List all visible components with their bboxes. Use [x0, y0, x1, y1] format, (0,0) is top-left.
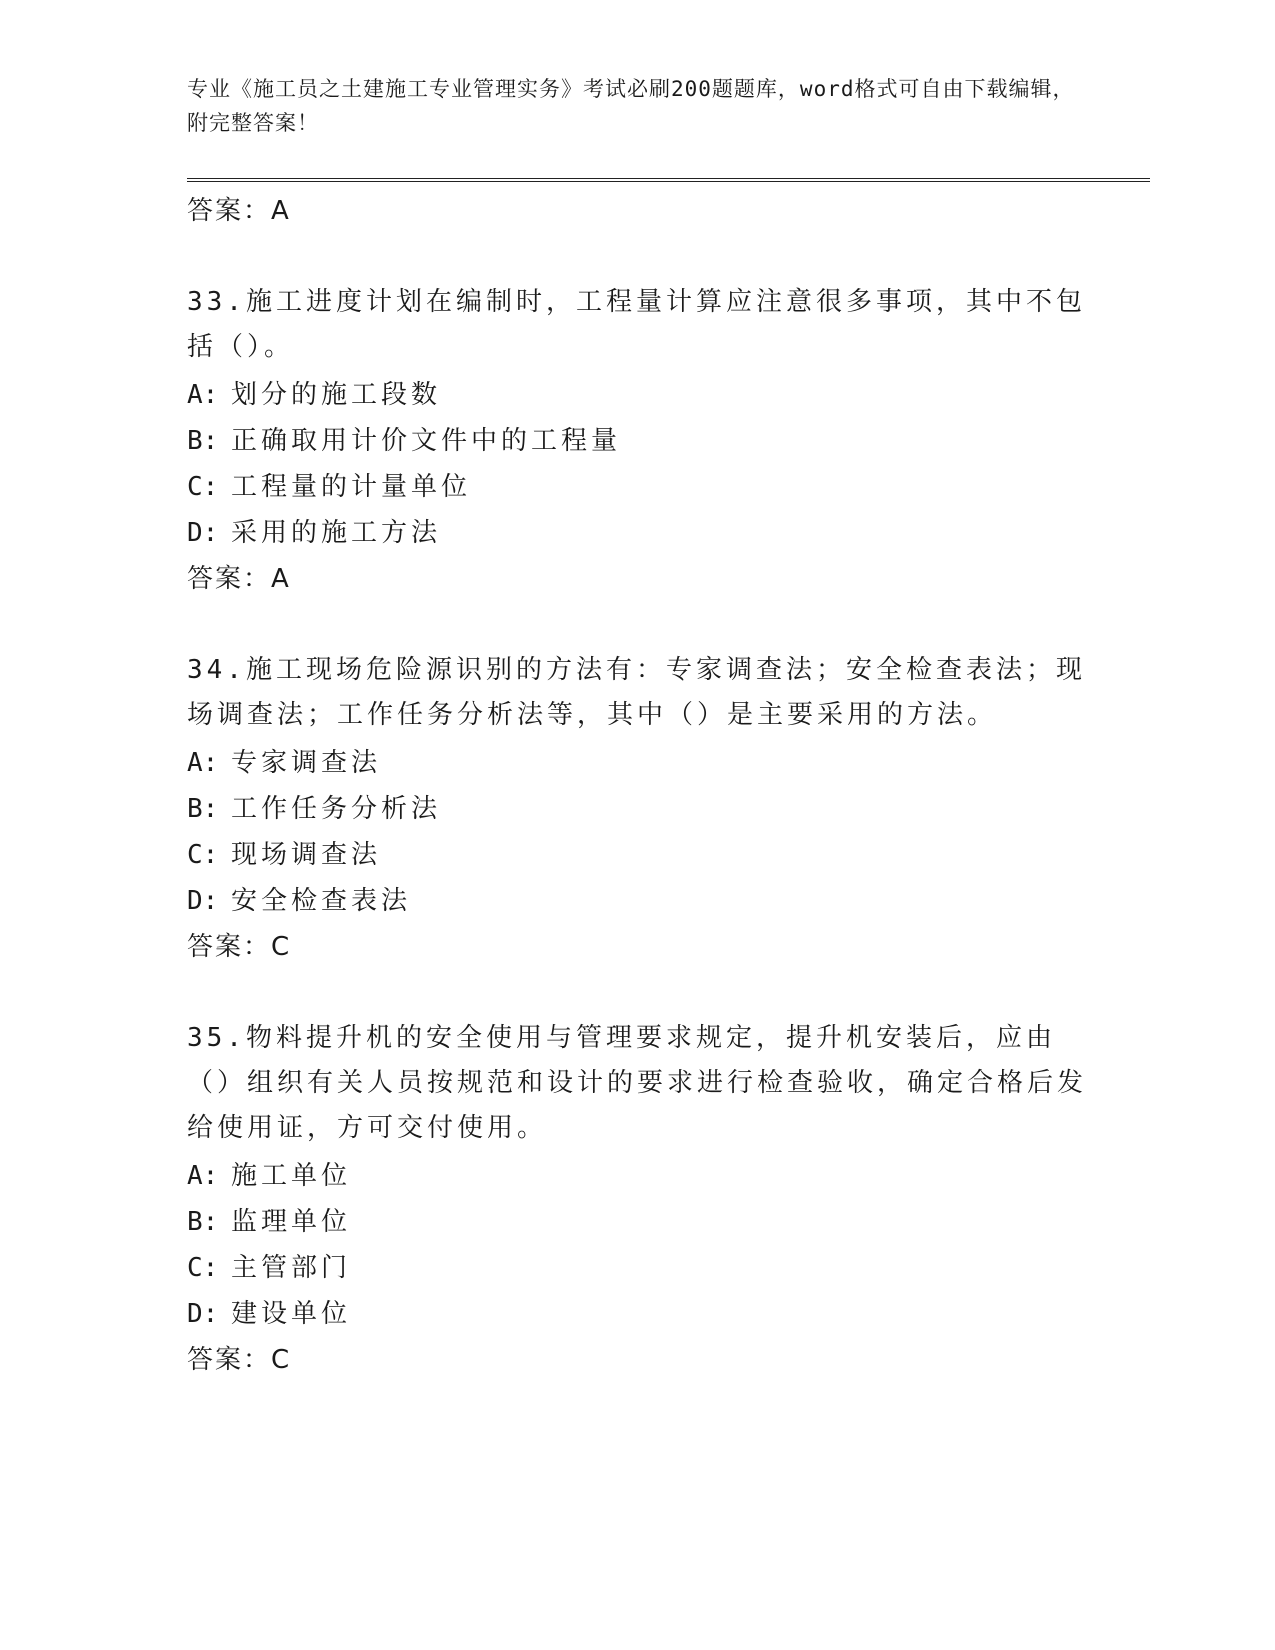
question-block-33: [187, 278, 1087, 602]
question-block-35: [187, 1014, 1087, 1383]
option-d: [187, 878, 1087, 924]
spacer: [187, 234, 1087, 278]
option-b: [187, 418, 1087, 464]
question-text: 35.物料提升机的安全使用与管理要求规定，提升机安装后，应由（）组织有关人员按规范和设计的要求进行检查验收，确定合格后发给使用证，方可交付使用。: [187, 1023, 1088, 1143]
option-b: [187, 1199, 1087, 1245]
option-text: 安全检查表法: [231, 886, 412, 916]
option-text: 正确取用计价文件中的工程量: [231, 426, 622, 456]
option-letter: C:: [187, 840, 219, 870]
question-text: 34.施工现场危险源识别的方法有：专家调查法；安全检查表法；现场调查法；工作任务分析法等，其中（）是主要采用的方法。: [187, 655, 1086, 730]
document-body: [187, 188, 1087, 1383]
option-letter: C:: [187, 1253, 219, 1283]
option-text: 划分的施工段数: [231, 380, 442, 410]
option-letter: C:: [187, 472, 219, 502]
option-letter: D:: [187, 518, 219, 548]
option-text: 工作任务分析法: [231, 794, 442, 824]
document-header: [187, 72, 1087, 140]
option-b: [187, 786, 1087, 832]
question-block-34: [187, 646, 1087, 970]
question-text: 33.施工进度计划在编制时，工程量计算应注意很多事项，其中不包括（）。: [187, 287, 1086, 362]
option-a: [187, 1153, 1087, 1199]
option-text: 施工单位: [231, 1161, 352, 1191]
option-a: [187, 740, 1087, 786]
option-d: [187, 1291, 1087, 1337]
option-letter: B:: [187, 426, 219, 456]
spacer: [187, 970, 1087, 1014]
option-text: 专家调查法: [231, 748, 382, 778]
option-letter: B:: [187, 794, 219, 824]
option-text: 监理单位: [231, 1207, 352, 1237]
option-letter: A:: [187, 748, 219, 778]
answer-line: 答案：C: [187, 1345, 292, 1375]
option-text: 现场调查法: [231, 840, 382, 870]
option-letter: A:: [187, 1161, 219, 1191]
option-letter: D:: [187, 886, 219, 916]
option-text: 工程量的计量单位: [231, 472, 472, 502]
option-text: 主管部门: [231, 1253, 352, 1283]
answer-line: 答案：C: [187, 932, 292, 962]
option-letter: B:: [187, 1207, 219, 1237]
option-letter: A:: [187, 380, 219, 410]
option-a: [187, 372, 1087, 418]
option-c: [187, 464, 1087, 510]
option-c: [187, 1245, 1087, 1291]
previous-answer: 答案：A: [187, 196, 291, 226]
header-divider: [187, 178, 1150, 182]
spacer: [187, 602, 1087, 646]
option-c: [187, 832, 1087, 878]
header-text: 专业《施工员之土建施工专业管理实务》考试必刷200题题库，word格式可自由下载编辑，附完整答案！: [187, 77, 1075, 135]
option-letter: D:: [187, 1299, 219, 1329]
option-text: 建设单位: [231, 1299, 352, 1329]
answer-line: 答案：A: [187, 564, 291, 594]
option-d: [187, 510, 1087, 556]
option-text: 采用的施工方法: [231, 518, 442, 548]
